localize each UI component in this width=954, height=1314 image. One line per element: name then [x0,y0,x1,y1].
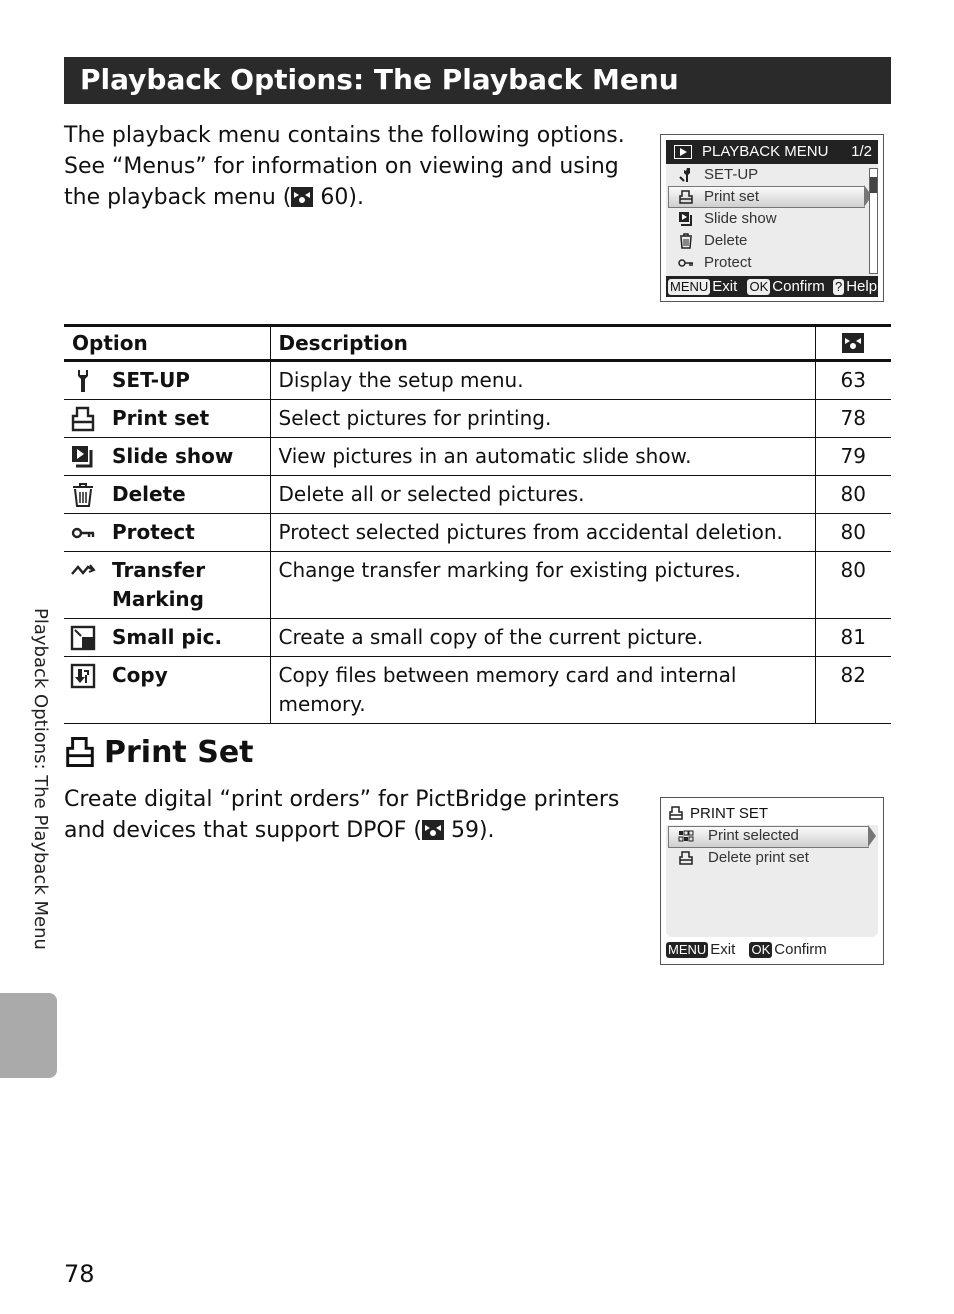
option-label: SET-UP [112,368,190,392]
print-set-screen-title: PRINT SET [690,805,769,822]
playback-menu-screen [660,134,884,302]
menu-item-print-set[interactable] [666,186,866,208]
scrollbar-thumb[interactable] [870,177,877,193]
print-set-line-2-post: 59). [443,818,495,843]
description-cell: Protect selected pictures from accidental deletion. [270,514,815,552]
menu-item-label: SET-UP [704,166,759,183]
grid-icon [678,828,694,844]
exit-label: Exit [712,278,738,295]
printer-icon [70,406,96,432]
description-cell: Display the setup menu. [270,361,815,400]
confirm-label: Confirm [772,278,825,295]
page-ref-icon [422,820,444,840]
help-key-tag: ? [834,279,843,294]
table-row [64,438,891,476]
page-number: 78 [64,1260,95,1288]
menu-key-tag: MENU [668,942,707,957]
print-set-screen [660,797,884,965]
print-set-footer [666,940,878,960]
menu-item-label: Print set [704,188,760,205]
option-label: Slide show [112,444,234,468]
print-set-line-1: Create digital “print orders” for PictBridge printers [64,787,620,812]
table-row [64,476,891,514]
trash-icon [678,233,694,249]
scrollbar[interactable] [869,168,878,274]
trash-icon [70,482,96,508]
page-column-header [815,326,891,361]
description-cell: Select pictures for printing. [270,400,815,438]
page-cell: 63 [815,361,891,400]
playback-menu-list [666,164,878,276]
option-cell [64,361,270,400]
print-set-screen-header [666,803,878,825]
menu-key-tag: MENU [670,279,709,294]
menu-item-protect[interactable] [666,252,866,274]
help-label: Help [846,278,878,295]
description-column-header: Description [270,326,815,361]
small-pic-icon [70,625,96,651]
play-icon [674,145,692,159]
option-cell [64,552,270,619]
playback-menu-header [666,140,878,164]
side-tab-label [26,608,56,978]
print-set-heading [64,735,254,770]
option-column-header: Option [64,326,270,361]
table-row [64,552,891,619]
key-icon [678,255,694,271]
intro-line-3 [64,182,634,213]
page-cell: 80 [815,476,891,514]
intro-line-3-post: 60). [313,185,364,210]
table-row [64,514,891,552]
description-cell: Create a small copy of the current picture. [270,619,815,657]
option-label: Protect [112,520,195,544]
table-row [64,619,891,657]
intro-line-2: See “Menus” for information on viewing and using [64,154,619,179]
ok-key-tag: OK [751,942,771,957]
selection-arrow [868,825,876,847]
printer-icon [64,736,96,768]
section-title-bar [64,57,891,104]
table-row [64,400,891,438]
slideshow-icon [678,211,694,227]
wrench-icon [678,167,694,183]
side-tab-text: Playback Options: The Playback Menu [30,608,51,950]
intro-paragraph [64,120,634,213]
print-set-line-2 [64,815,634,846]
table-row [64,657,891,724]
menu-item-slide-show[interactable] [666,208,866,230]
option-label-line-1: Transfer [112,558,206,582]
page-ref-icon [291,187,313,207]
table-header-row [64,326,891,361]
option-label: Print set [112,406,210,430]
print-set-heading-text: Print Set [104,735,254,770]
page-cell: 81 [815,619,891,657]
print-set-paragraph [64,784,634,846]
menu-item-delete[interactable] [666,230,866,252]
exit-label: Exit [710,941,736,958]
menu-item-label: Delete print set [708,849,809,866]
copy-icon [70,663,96,689]
printer-icon [678,850,694,866]
playback-menu-page: 1/2 [851,143,872,160]
page-cell: 78 [815,400,891,438]
option-cell [64,400,270,438]
option-cell [64,657,270,724]
page-cell: 79 [815,438,891,476]
intro-line-3-pre: the playback menu ( [64,185,292,210]
description-cell: Delete all or selected pictures. [270,476,815,514]
slideshow-icon [70,444,96,470]
side-tab [0,993,57,1078]
transfer-icon [70,558,96,584]
option-label: Delete [112,482,186,506]
description-cell: Change transfer marking for existing pictures. [270,552,815,619]
page-ref-icon [842,333,864,353]
page-cell: 80 [815,552,891,619]
section-title: Playback Options: The Playback Menu [80,63,679,96]
page-cell: 80 [815,514,891,552]
intro-line-1: The playback menu contains the following options. [64,123,625,148]
menu-item-label: Delete [704,232,748,249]
print-set-line-2-pre: and devices that support DPOF ( [64,818,422,843]
confirm-label: Confirm [774,941,827,958]
description-cell: View pictures in an automatic slide show. [270,438,815,476]
menu-item-delete-print-set[interactable] [666,847,866,869]
menu-item-label: Print selected [708,827,799,844]
options-table [64,324,891,724]
playback-menu-footer [666,276,878,297]
option-cell [64,619,270,657]
option-cell [64,476,270,514]
printer-icon [668,805,684,821]
table-row [64,361,891,400]
option-cell [64,514,270,552]
option-cell [64,438,270,476]
menu-item-label: Protect [704,254,752,271]
wrench-icon [70,368,96,394]
print-set-list [666,825,878,937]
option-label: Small pic. [112,625,223,649]
printer-icon [678,189,694,205]
option-label: Copy [112,663,168,687]
page-cell: 82 [815,657,891,724]
menu-item-setup[interactable] [666,164,866,186]
option-label-line-2: Marking [112,587,204,611]
playback-menu-title: PLAYBACK MENU [702,143,829,160]
menu-item-label: Slide show [704,210,777,227]
key-icon [70,520,96,546]
menu-item-print-selected[interactable] [666,825,866,847]
description-cell: Copy files between memory card and internal memory. [270,657,815,724]
ok-key-tag: OK [749,279,769,294]
